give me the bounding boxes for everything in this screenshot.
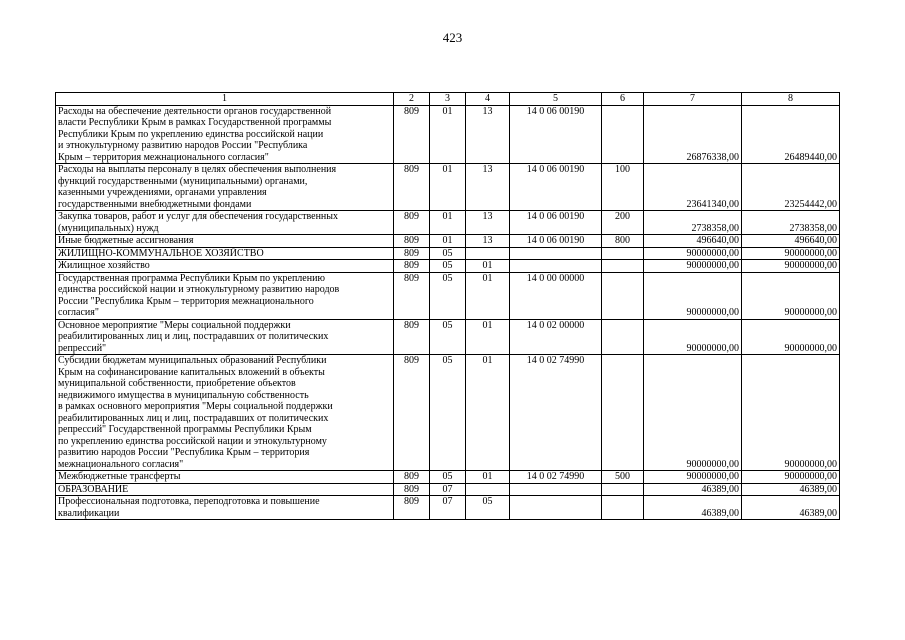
row-amount-cell: 90000000,00 xyxy=(742,247,840,260)
row-target-article-cell: 14 0 06 00190 xyxy=(510,164,602,211)
header-cell: 4 xyxy=(466,93,510,106)
row-amount-cell: 90000000,00 xyxy=(644,355,742,471)
header-cell: 5 xyxy=(510,93,602,106)
row-amount-cell: 46389,00 xyxy=(644,496,742,520)
row-amount-cell: 90000000,00 xyxy=(644,471,742,484)
row-subsection-cell: 13 xyxy=(466,164,510,211)
row-subsection-cell: 01 xyxy=(466,260,510,273)
row-name-cell: Закупка товаров, работ и услуг для обеспечения государственных (муниципальных) нужд xyxy=(56,211,394,235)
row-amount-cell: 90000000,00 xyxy=(742,319,840,355)
row-subsection-cell: 05 xyxy=(466,496,510,520)
row-section-cell: 01 xyxy=(430,105,466,164)
row-amount-cell: 90000000,00 xyxy=(742,272,840,319)
row-section-cell: 05 xyxy=(430,355,466,471)
row-expense-type-cell xyxy=(602,496,644,520)
row-code-cell: 809 xyxy=(394,355,430,471)
row-code-cell: 809 xyxy=(394,105,430,164)
table-row xyxy=(56,164,840,211)
row-name-cell: ОБРАЗОВАНИЕ xyxy=(56,483,394,496)
row-section-cell: 07 xyxy=(430,483,466,496)
header-cell: 3 xyxy=(430,93,466,106)
row-target-article-cell xyxy=(510,483,602,496)
row-expense-type-cell xyxy=(602,260,644,273)
row-section-cell: 01 xyxy=(430,211,466,235)
row-amount-cell: 90000000,00 xyxy=(742,260,840,273)
row-section-cell: 05 xyxy=(430,260,466,273)
row-subsection-cell xyxy=(466,483,510,496)
row-section-cell: 01 xyxy=(430,235,466,248)
row-amount-cell: 496640,00 xyxy=(742,235,840,248)
row-code-cell: 809 xyxy=(394,247,430,260)
row-name-cell: Иные бюджетные ассигнования xyxy=(56,235,394,248)
row-amount-cell: 46389,00 xyxy=(742,483,840,496)
row-section-cell: 07 xyxy=(430,496,466,520)
row-target-article-cell xyxy=(510,260,602,273)
row-subsection-cell: 01 xyxy=(466,355,510,471)
row-name-cell: ЖИЛИЩНО-КОММУНАЛЬНОЕ ХОЗЯЙСТВО xyxy=(56,247,394,260)
row-amount-cell: 90000000,00 xyxy=(644,319,742,355)
row-expense-type-cell xyxy=(602,272,644,319)
row-amount-cell: 2738358,00 xyxy=(742,211,840,235)
row-expense-type-cell: 100 xyxy=(602,164,644,211)
header-cell: 7 xyxy=(644,93,742,106)
row-section-cell: 05 xyxy=(430,471,466,484)
row-expense-type-cell xyxy=(602,247,644,260)
row-code-cell: 809 xyxy=(394,235,430,248)
table-row xyxy=(56,105,840,164)
row-subsection-cell: 13 xyxy=(466,235,510,248)
row-amount-cell: 26876338,00 xyxy=(644,105,742,164)
row-amount-cell: 26489440,00 xyxy=(742,105,840,164)
budget-table xyxy=(55,92,840,520)
page-number: 423 xyxy=(442,30,463,45)
header-cell: 2 xyxy=(394,93,430,106)
row-code-cell: 809 xyxy=(394,272,430,319)
table-row xyxy=(56,471,840,484)
row-amount-cell: 46389,00 xyxy=(742,496,840,520)
row-subsection-cell: 01 xyxy=(466,319,510,355)
table-header-row xyxy=(56,93,840,106)
row-section-cell: 01 xyxy=(430,164,466,211)
row-name-cell: Субсидии бюджетам муниципальных образований Республики Крым на софинансирование капитальных вложений в объекты муниципальной собственности, приобретение объектов недвижимого имущества в муниципальную собственность в рамках основного мероприятия "Меры социальной поддержки реабилитированных лиц и лиц, пострадавших от политических репрессий" Государственной программы Республики Крым по укреплению единства российской нации и этнокультурному развитию народов России "Республика Крым – территория межнационального согласия" xyxy=(56,355,394,471)
row-expense-type-cell: 500 xyxy=(602,471,644,484)
table-row xyxy=(56,272,840,319)
row-target-article-cell xyxy=(510,496,602,520)
header-cell: 1 xyxy=(56,93,394,106)
table-row xyxy=(56,496,840,520)
row-subsection-cell xyxy=(466,247,510,260)
table-row xyxy=(56,235,840,248)
row-section-cell: 05 xyxy=(430,247,466,260)
table-row xyxy=(56,260,840,273)
row-amount-cell: 90000000,00 xyxy=(644,260,742,273)
row-subsection-cell: 13 xyxy=(466,211,510,235)
header-cell: 6 xyxy=(602,93,644,106)
row-section-cell: 05 xyxy=(430,319,466,355)
row-code-cell: 809 xyxy=(394,211,430,235)
row-expense-type-cell: 800 xyxy=(602,235,644,248)
row-name-cell: Основное мероприятие "Меры социальной поддержки реабилитированных лиц и лиц, пострадавших от политических репрессий" xyxy=(56,319,394,355)
row-target-article-cell: 14 0 02 00000 xyxy=(510,319,602,355)
row-target-article-cell xyxy=(510,247,602,260)
row-amount-cell: 90000000,00 xyxy=(644,272,742,319)
table-row xyxy=(56,247,840,260)
row-name-cell: Расходы на обеспечение деятельности органов государственной власти Республики Крым в рамках Государственной программы Республики Крым по укреплению единства российской нации и этнокультурному развитию народов России "Республика Крым – территория межнационального согласия" xyxy=(56,105,394,164)
row-section-cell: 05 xyxy=(430,272,466,319)
row-target-article-cell: 14 0 06 00190 xyxy=(510,211,602,235)
row-code-cell: 809 xyxy=(394,483,430,496)
row-subsection-cell: 13 xyxy=(466,105,510,164)
row-amount-cell: 23254442,00 xyxy=(742,164,840,211)
row-target-article-cell: 14 0 06 00190 xyxy=(510,105,602,164)
row-target-article-cell: 14 0 02 74990 xyxy=(510,355,602,471)
row-expense-type-cell: 200 xyxy=(602,211,644,235)
row-amount-cell: 90000000,00 xyxy=(644,247,742,260)
row-expense-type-cell xyxy=(602,319,644,355)
row-name-cell: Межбюджетные трансферты xyxy=(56,471,394,484)
row-target-article-cell: 14 0 00 00000 xyxy=(510,272,602,319)
row-code-cell: 809 xyxy=(394,471,430,484)
table-row xyxy=(56,211,840,235)
row-expense-type-cell xyxy=(602,105,644,164)
row-expense-type-cell xyxy=(602,355,644,471)
row-subsection-cell: 01 xyxy=(466,471,510,484)
row-expense-type-cell xyxy=(602,483,644,496)
row-code-cell: 809 xyxy=(394,164,430,211)
row-target-article-cell: 14 0 06 00190 xyxy=(510,235,602,248)
row-code-cell: 809 xyxy=(394,260,430,273)
row-amount-cell: 2738358,00 xyxy=(644,211,742,235)
row-name-cell: Государственная программа Республики Крым по укреплению единства российской нации и этнокультурному развитию народов России "Республика Крым – территория межнационального согласия" xyxy=(56,272,394,319)
row-code-cell: 809 xyxy=(394,319,430,355)
row-code-cell: 809 xyxy=(394,496,430,520)
row-amount-cell: 90000000,00 xyxy=(742,355,840,471)
table-row xyxy=(56,319,840,355)
table-row xyxy=(56,483,840,496)
row-amount-cell: 90000000,00 xyxy=(742,471,840,484)
table-row xyxy=(56,355,840,471)
row-amount-cell: 46389,00 xyxy=(644,483,742,496)
row-amount-cell: 23641340,00 xyxy=(644,164,742,211)
row-amount-cell: 496640,00 xyxy=(644,235,742,248)
row-name-cell: Расходы на выплаты персоналу в целях обеспечения выполнения функций государственными (муниципальными) органами, казенными учреждениями, органами управления государственными внебюджетными фондами xyxy=(56,164,394,211)
row-subsection-cell: 01 xyxy=(466,272,510,319)
row-name-cell: Жилищное хозяйство xyxy=(56,260,394,273)
header-cell: 8 xyxy=(742,93,840,106)
row-name-cell: Профессиональная подготовка, переподготовка и повышение квалификации xyxy=(56,496,394,520)
row-target-article-cell: 14 0 02 74990 xyxy=(510,471,602,484)
